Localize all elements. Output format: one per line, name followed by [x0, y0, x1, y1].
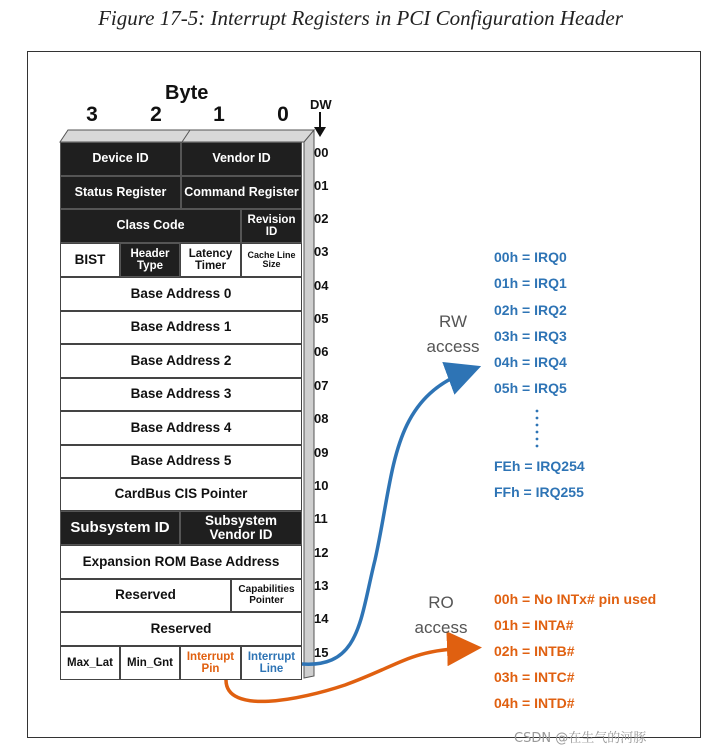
status-register: Status Register [60, 176, 181, 209]
cardbus-cis-pointer-register: CardBus CIS Pointer [60, 478, 302, 511]
dw-13: 13 [314, 578, 329, 593]
dw-08: 08 [314, 411, 329, 426]
irq-ellipsis-dots [533, 408, 541, 448]
dw-06: 06 [314, 344, 329, 359]
intx-value-3: 03h = INTC# [494, 669, 575, 685]
class-code-register: Class Code [60, 209, 241, 243]
irq-value-5: 05h = IRQ5 [494, 380, 567, 396]
device-id-register: Device ID [60, 142, 181, 176]
base-address-1-register: Base Address 1 [60, 311, 302, 344]
dw-03: 03 [314, 244, 329, 259]
watermark: CSDN @在生气的河豚 [514, 731, 647, 746]
byte-number-0: 0 [277, 103, 289, 126]
dw-12: 12 [314, 545, 329, 560]
irq-value-255: FFh = IRQ255 [494, 484, 584, 500]
rw-access-line2: access [426, 336, 480, 356]
dw-07: 07 [314, 378, 329, 393]
irq-value-0: 00h = IRQ0 [494, 249, 567, 265]
byte-number-2: 2 [150, 103, 162, 126]
min-gnt-register: Min_Gnt [120, 646, 180, 680]
byte-number-3: 3 [86, 103, 98, 126]
figure-caption: Figure 17-5: Interrupt Registers in PCI Configuration Header [98, 6, 623, 30]
dw-15: 15 [314, 645, 329, 660]
irq-value-1: 01h = IRQ1 [494, 275, 567, 291]
max-lat-register: Max_Lat [60, 646, 120, 680]
ro-access-label [405, 591, 477, 640]
base-address-2-register: Base Address 2 [60, 344, 302, 378]
interrupt-line-register: Interrupt Line [241, 646, 302, 680]
intx-value-4: 04h = INTD# [494, 695, 575, 711]
interrupt-pin-register: Interrupt Pin [180, 646, 241, 680]
ro-access-line1: RO [428, 593, 454, 612]
capabilities-pointer-register: Capabilities Pointer [231, 579, 302, 612]
irq-value-2: 02h = IRQ2 [494, 302, 567, 318]
base-address-0-register: Base Address 0 [60, 277, 302, 311]
intx-value-1: 01h = INTA# [494, 617, 574, 633]
rw-access-label [417, 310, 489, 359]
latency-timer-register: Latency Timer [180, 243, 241, 277]
base-address-3-register: Base Address 3 [60, 378, 302, 411]
subsystem-vendor-id-register: Subsystem Vendor ID [180, 511, 302, 545]
dw-09: 09 [314, 445, 329, 460]
base-address-4-register: Base Address 4 [60, 411, 302, 445]
intx-value-2: 02h = INTB# [494, 643, 575, 659]
rw-access-line1: RW [438, 312, 467, 331]
dw-02: 02 [314, 211, 329, 226]
dw-01: 01 [314, 178, 329, 193]
header-type-register: Header Type [120, 243, 180, 277]
bist-register: BIST [60, 243, 120, 277]
dw-05: 05 [314, 311, 329, 326]
ro-access-line2: access [414, 617, 468, 637]
command-register: Command Register [181, 176, 302, 209]
subsystem-id-register: Subsystem ID [60, 511, 180, 545]
vendor-id-register: Vendor ID [181, 142, 302, 176]
dw-14: 14 [314, 611, 329, 626]
irq-value-4: 04h = IRQ4 [494, 354, 567, 370]
intx-value-0: 00h = No INTx# pin used [494, 591, 657, 607]
reserved-register-13: Reserved [60, 579, 231, 612]
dw-10: 10 [314, 478, 329, 493]
dw-11: 11 [314, 511, 328, 526]
dw-04: 04 [314, 278, 329, 293]
byte-header: Byte [165, 82, 209, 104]
cache-line-size-register: Cache Line Size [241, 243, 302, 277]
reserved-register-14: Reserved [60, 612, 302, 646]
ro-interrupt-pin-arrow [226, 648, 468, 701]
expansion-rom-base-address-register: Expansion ROM Base Address [60, 545, 302, 579]
byte-number-1: 1 [213, 103, 225, 126]
dw-00: 00 [314, 145, 329, 160]
revision-id-register: Revision ID [241, 209, 302, 243]
base-address-5-register: Base Address 5 [60, 445, 302, 478]
dw-header: DW [310, 97, 332, 112]
irq-value-254: FEh = IRQ254 [494, 458, 585, 474]
irq-value-3: 03h = IRQ3 [494, 328, 567, 344]
